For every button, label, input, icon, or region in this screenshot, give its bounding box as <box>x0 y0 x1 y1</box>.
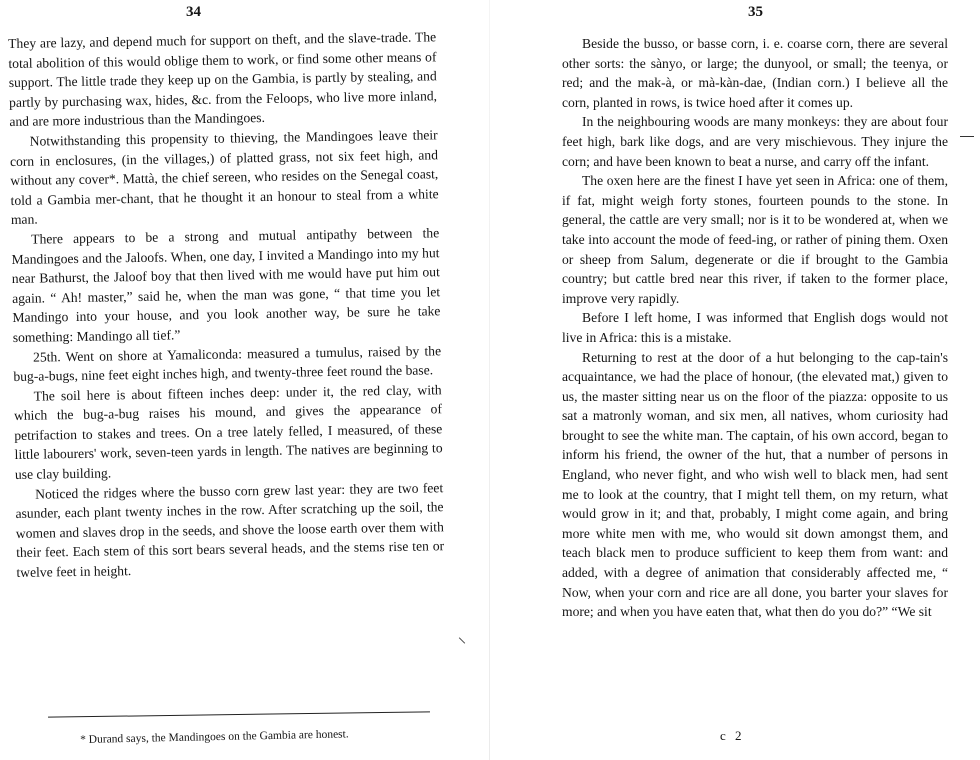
paragraph: Notwithstanding this propensity to thieving, the Mandingoes leave their corn in enclosures, (in the villages,) of platted grass, not six feet high, and without any cover*. Mattà, the chief sereen, who resides on the Senegal coast, told a Gambia mer-chant, that he thought it an honour to steal from a white man. <box>9 127 439 228</box>
page-number-right: 35 <box>748 4 763 20</box>
margin-mark <box>459 637 465 643</box>
right-page <box>490 0 980 760</box>
paragraph: The soil here is about fifteen inches deep: under it, the red clay, with which the bug-a-bug raises his mound, and gives the appearance of petrifaction to stakes and trees. On a tree lately felled, I measured, of these little labourers' work, seven-teen yards in length. The natives are beginning to use clay building. <box>13 381 443 483</box>
signature-mark: c 2 <box>720 728 745 743</box>
paragraph: Beside the busso, or basse corn, i. e. coarse corn, there are several other sorts: the sànyo, or large; the dunyool, or small; the teenya, or red; and the mak-à, or mà-kàn-dae, (Indian corn.) I believe all the corn, planted in rows, is twice hoed after it comes up. <box>562 36 948 110</box>
footnote: * Durand says, the Mandingoes on the Gambia are honest. <box>80 728 349 746</box>
paragraph: Noticed the ridges where the busso corn grew last year: they are two feet asunder, each plant twenty inches in the row. After scratching up the soil, the women and slaves drop in the seeds, and shove the loose earth over them with their feet. Each stem of this sort bears several heads, and the stems rise ten or twelve feet in height. <box>15 479 445 580</box>
paragraph: They are lazy, and depend much for support on theft, and the slave-trade. The total abolition of this would oblige them to work, or find some other means of support. The little trade they keep up on the Gambia, is partly by stealing, and partly by purchasing wax, hides, &c. from the Feloops, who live more inland, and are more industrious than the Mandingoes. <box>8 29 438 130</box>
paragraph: The oxen here are the finest I have yet seen in Africa: one of them, if fat, might weigh forty stones, fourteen pounds to the stone. In general, the cattle are very small; nor is it to be wondered at, when we take into account the mode of feed-ing, or rather of pining them. Oxen or sheep from Salum, degenerate or die if brought to the Gambia country; but cattle bred near this river, if taken to the former place, improve very rapidly. <box>562 173 948 306</box>
paragraph: 25th. Went on shore at Yamaliconda: measured a tumulus, raised by the bug-a-bugs, nine feet eight inches high, and twenty-three feet round the base. <box>13 342 442 385</box>
margin-dash <box>960 136 974 137</box>
paragraph: In the neighbouring woods are many monkeys: they are about four feet high, bark like dogs, and are very mischievous. They injure the corn; and have been known to beat a nurse, and carry off the infant. <box>562 114 948 169</box>
paragraph: There appears to be a strong and mutual antipathy between the Mandingoes and the Jaloofs. When, one day, I invited a Mandingo into my hut near Bathurst, the Jaloof boy that then lived with me would have put him out again. “ Ah! master,” said he, when the man was gone, “ that time you let Mandingo into your house, and you look another way, be sure he take something: Mandingo all tief.” <box>11 225 441 345</box>
footnote-rule <box>48 711 430 717</box>
page-number-left: 34 <box>186 4 201 20</box>
paragraph: Returning to rest at the door of a hut belonging to the cap-tain's acquaintance, we had the place of honour, (the elevated mat,) given to us, the master sitting near us on the floor of the piazza: opposite to us sat a matronly woman, and six men, all natives, whom curiosity had brought to see the white man. The captain, of his own accord, began to inform his friend, the owner of the hut, that a number of persons in England, who never fight, and who wish well to black men, had sent me to look at the country, that I might tell them, on my return, what would grow in it; and that, probably, I might come again, and bring more white men with me, who would sit down amongst them, and teach black men to produce sufficient to keep them from want: and added, with a degree of animation that considerably affected me, “ Now, when your corn and rice are all done, you barter your slaves for more; and when you have eaten that, what then do you do?” “We sit <box>562 349 948 620</box>
paragraph: Before I left home, I was informed that English dogs would not live in Africa: this is a mistake. <box>562 310 948 345</box>
right-page-text <box>562 34 948 622</box>
left-page-text <box>8 27 445 582</box>
